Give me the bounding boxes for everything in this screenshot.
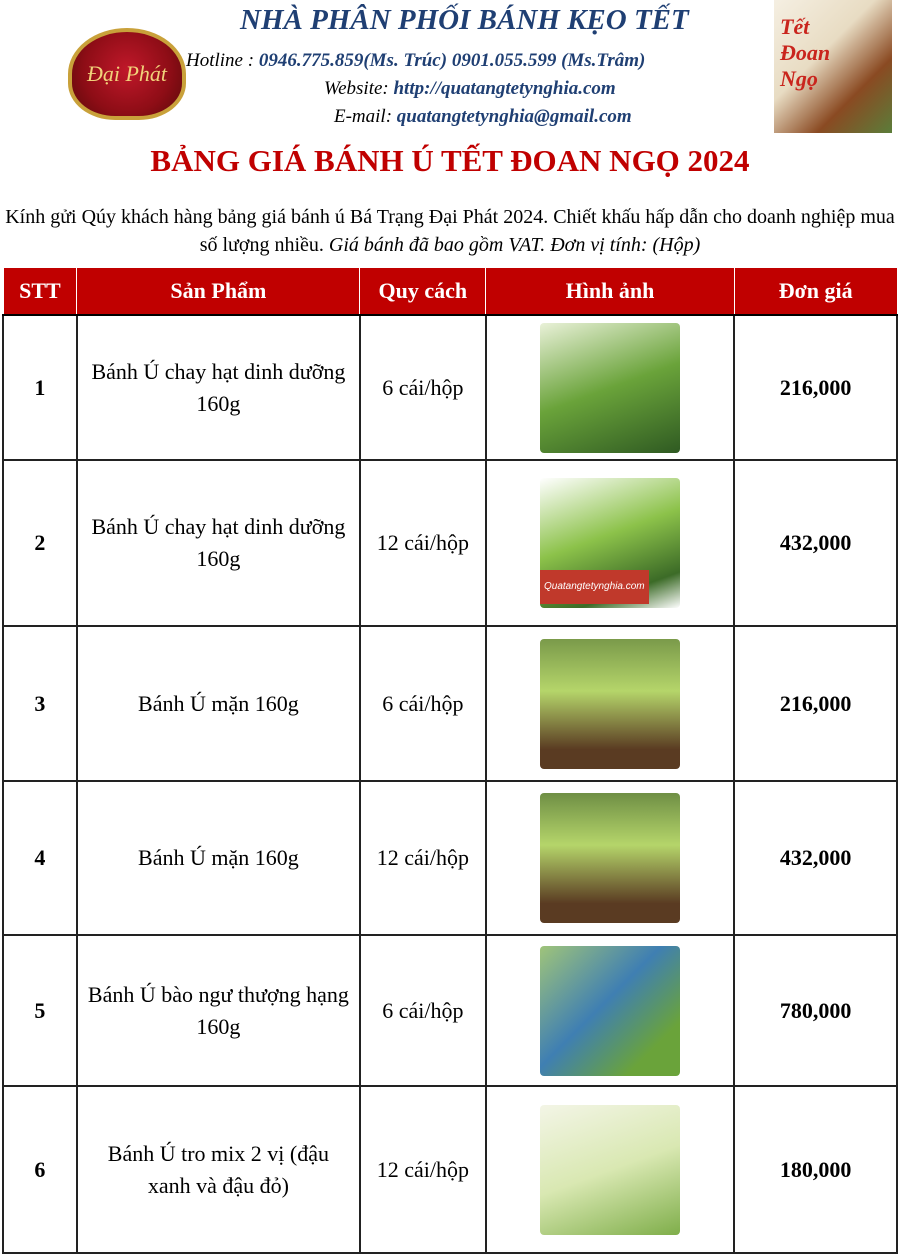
row-product: Bánh Ú tro mix 2 vị (đậu xanh và đậu đỏ)	[77, 1086, 360, 1253]
table-row	[3, 626, 897, 781]
row-image-cell	[486, 626, 735, 781]
table-row	[3, 935, 897, 1086]
email-label: E-mail:	[334, 106, 393, 127]
page-title: BẢNG GIÁ BÁNH Ú TẾT ĐOAN NGỌ 2024	[150, 143, 750, 178]
intro-note: Giá bánh đã bao gồm VAT. Đơn vị tính: (Hộp)	[328, 234, 701, 256]
row-product: Bánh Ú chay hạt dinh dưỡng 160g	[77, 315, 360, 460]
row-spec: 12 cái/hộp	[360, 460, 486, 626]
table-row	[3, 460, 897, 626]
row-stt: 5	[3, 935, 77, 1086]
row-product: Bánh Ú mặn 160g	[77, 626, 360, 781]
row-price: 780,000	[734, 935, 897, 1086]
row-spec: 6 cái/hộp	[360, 626, 486, 781]
row-stt: 2	[3, 460, 77, 626]
row-stt: 4	[3, 781, 77, 935]
product-image	[540, 793, 680, 923]
brand-title: NHÀ PHÂN PHỐI BÁNH KẸO TẾT	[240, 4, 689, 36]
row-price: 432,000	[734, 460, 897, 626]
row-spec: 6 cái/hộp	[360, 315, 486, 460]
product-image	[540, 323, 680, 453]
product-image	[540, 478, 680, 608]
row-product: Bánh Ú bào ngư thượng hạng 160g	[77, 935, 360, 1086]
header-spec: Quy cách	[360, 268, 486, 316]
row-stt: 1	[3, 315, 77, 460]
header-product: Sản Phẩm	[77, 268, 360, 316]
table-row	[3, 315, 897, 460]
row-price: 432,000	[734, 781, 897, 935]
hotline-label: Hotline :	[186, 50, 255, 71]
header-stt: STT	[3, 268, 77, 316]
row-image-cell	[486, 315, 735, 460]
row-price: 180,000	[734, 1086, 897, 1253]
row-product: Bánh Ú mặn 160g	[77, 781, 360, 935]
row-spec: 6 cái/hộp	[360, 935, 486, 1086]
header-price: Đơn giá	[734, 268, 897, 316]
product-image	[540, 946, 680, 1076]
table-row	[3, 1086, 897, 1253]
row-image-cell	[486, 935, 735, 1086]
row-image-cell	[486, 781, 735, 935]
row-stt: 3	[3, 626, 77, 781]
website-label: Website:	[324, 78, 389, 99]
product-image	[540, 1105, 680, 1235]
hotline-value[interactable]: 0946.775.859(Ms. Trúc) 0901.055.599 (Ms.Trâm)	[258, 50, 646, 71]
header-image: Hình ảnh	[486, 268, 735, 316]
intro-text	[0, 203, 900, 259]
table-row	[3, 781, 897, 935]
row-price: 216,000	[734, 315, 897, 460]
product-image	[540, 639, 680, 769]
website-link[interactable]: http://quatangtetynghia.com	[393, 78, 616, 99]
row-spec: 12 cái/hộp	[360, 1086, 486, 1253]
dai-phat-logo	[68, 28, 186, 120]
row-stt: 6	[3, 1086, 77, 1253]
logo-text: Đại Phát	[86, 61, 168, 86]
intro-main: Kính gửi Qúy khách hàng bảng giá bánh ú Bá Trạng Đại Phát 2024. Chiết khấu hấp dẫn cho doanh nghiệp mua số lượng nhiều.	[5, 206, 895, 256]
row-product: Bánh Ú chay hạt dinh dưỡng 160g	[77, 460, 360, 626]
badge-text: Tết Đoan Ngọ	[780, 14, 831, 91]
row-spec: 12 cái/hộp	[360, 781, 486, 935]
row-image-cell	[486, 1086, 735, 1253]
price-table	[2, 267, 898, 1254]
image-caption: Quatangtetynghia.com	[540, 570, 649, 604]
email-link[interactable]: quatangtetynghia@gmail.com	[396, 106, 632, 127]
row-image-cell	[486, 460, 735, 626]
tet-doan-ngo-image	[774, 0, 892, 133]
row-price: 216,000	[734, 626, 897, 781]
